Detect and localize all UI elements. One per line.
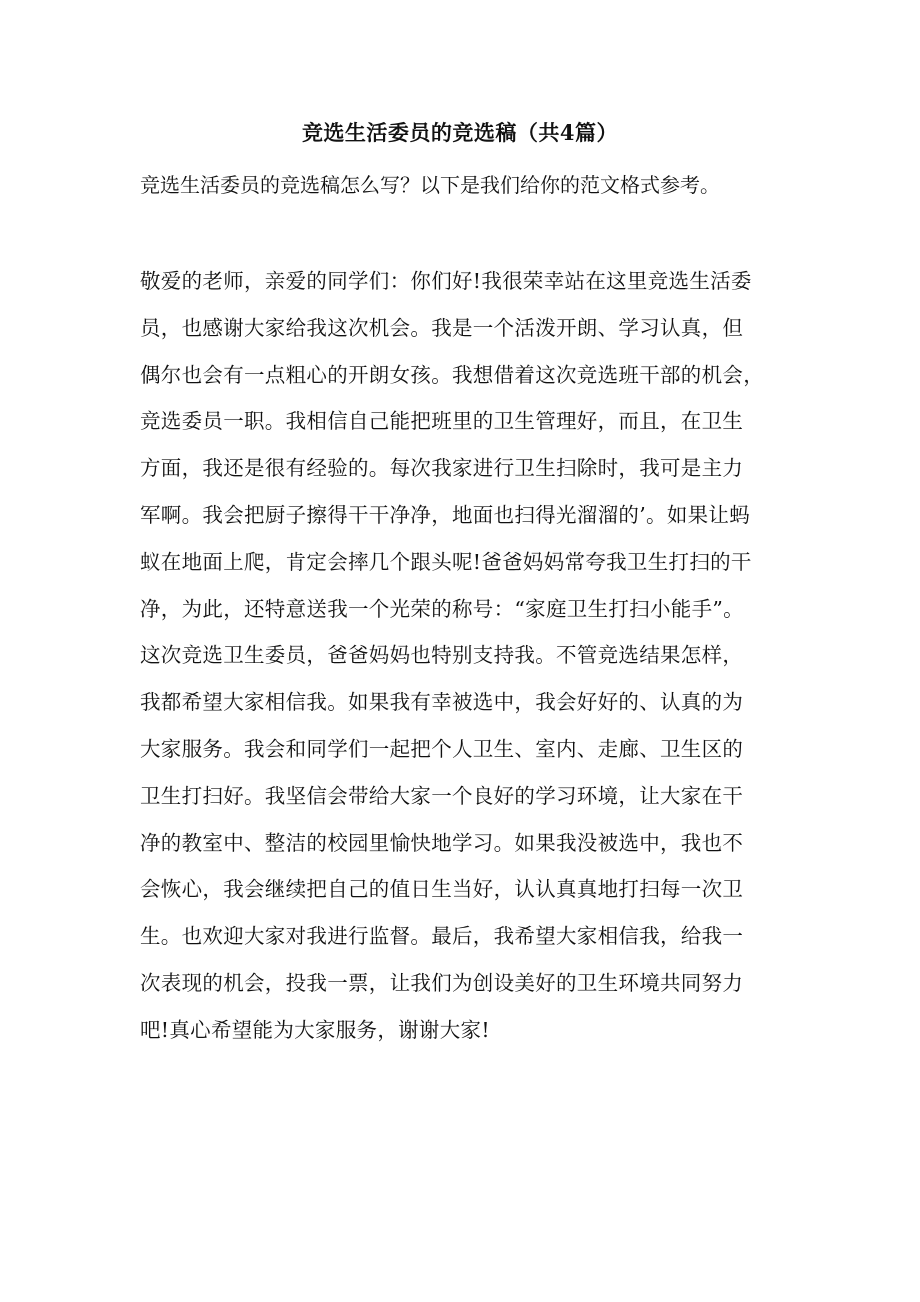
body-line: 偶尔也会有一点粗心的开朗女孩。我想借着这次竞选班干部的机会，	[140, 362, 764, 387]
body-line: 我都希望大家相信我。如果我有幸被选中，我会好好的、认真的为	[140, 690, 744, 715]
body-line: 敬爱的老师，亲爱的同学们：你们好!我很荣幸站在这里竞选生活委	[140, 269, 752, 293]
intro-paragraph: 竞选生活委员的竞选稿怎么写？以下是我们给你的范文格式参考。	[140, 173, 720, 197]
body-line: 净的教室中、整洁的校园里愉快地学习。如果我没被选中，我也不	[140, 830, 744, 855]
body-line: 卫生打扫好。我坚信会带给大家一个良好的学习环境，让大家在干	[140, 783, 744, 808]
body-line: 吧!真心希望能为大家服务，谢谢大家!	[140, 1017, 490, 1042]
body-line: 蚁在地面上爬，肯定会摔几个跟头呢!爸爸妈妈常夸我卫生打扫的干	[140, 549, 752, 574]
body-line: 净，为此，还特意送我一个光荣的称号：“家庭卫生打扫小能手”。	[140, 596, 744, 621]
body-line: 会恢心，我会继续把自己的值日生当好，认认真真地打扫每一次卫	[140, 877, 744, 902]
body-line: 生。也欢迎大家对我进行监督。最后，我希望大家相信我，给我一	[140, 924, 744, 949]
body-line: 员，也感谢大家给我这次机会。我是一个活泼开朗、学习认真，但	[140, 315, 744, 340]
body-line: 大家服务。我会和同学们一起把个人卫生、室内、走廊、卫生区的	[140, 736, 744, 761]
body-line: 军啊。我会把厨子擦得干干净净，地面也扫得光溜溜的’。如果让蚂	[140, 502, 751, 527]
body-line: 次表现的机会，投我一票，让我们为创设美好的卫生环境共同努力	[140, 970, 744, 995]
document-title: 竞选生活委员的竞选稿（共4篇）	[301, 120, 619, 145]
body-line: 这次竞选卫生委员，爸爸妈妈也特别支持我。不管竞选结果怎样，	[140, 643, 744, 668]
speech-body	[140, 264, 820, 1060]
body-line: 方面，我还是很有经验的。每次我家进行卫生扫除时，我可是主力	[140, 456, 744, 481]
body-line: 竞选委员一职。我相信自己能把班里的卫生管理好，而且，在卫生	[140, 409, 744, 434]
